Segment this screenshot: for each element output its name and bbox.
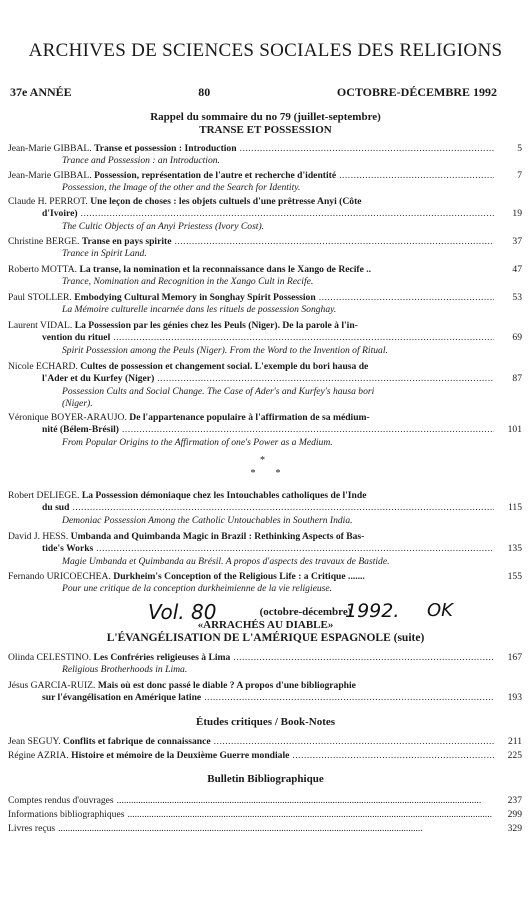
journal-title: ARCHIVES DE SCIENCES SOCIALES DES RELIGIONS xyxy=(28,40,503,61)
bulletin-page: 237 xyxy=(507,795,522,806)
entry-page: 69 xyxy=(512,332,522,344)
section80-theme: L'ÉVANGÉLISATION DE L'AMÉRIQUE ESPAGNOLE (suite) xyxy=(106,632,425,644)
entry-author: Jean-Marie GIBBAL. xyxy=(8,170,92,181)
entry-author: Nicole ECHARD. xyxy=(8,361,78,372)
entry-page: 225 xyxy=(507,750,522,761)
entry-subtitle: Possession, the Image of the other and the Search for Identity. xyxy=(62,182,301,194)
entry-subtitle: Religious Brotherhoods in Lima. xyxy=(62,664,188,676)
entry-title: La Possession démoniaque chez les Intouchables catholiques de l'Inde xyxy=(81,490,367,501)
bulletin-item xyxy=(8,809,522,820)
leader-dots xyxy=(58,823,494,834)
entry-title: Transe et possession : Introduction xyxy=(94,143,237,154)
separator-asterisks: ** xyxy=(250,468,301,479)
critiques-heading: Études critiques / Book-Notes xyxy=(195,716,336,728)
leader-dots xyxy=(127,809,494,820)
entry-author: Fernando URICOECHEA. xyxy=(8,571,111,582)
entry-subtitle: Demoniac Possession Among the Catholic Untouchables in Southern India. xyxy=(62,514,353,526)
entry-page: 19 xyxy=(512,208,522,220)
entry-title-cont: vention du rituel xyxy=(42,332,111,344)
entry-page: 87 xyxy=(512,373,522,385)
entry-title: Une leçon de choses : les objets cultuels d'une prêtresse Anyi (Côte xyxy=(90,196,362,207)
toc-entry xyxy=(8,292,522,317)
leader-dots xyxy=(72,502,494,514)
entry-title: La Possession par les génies chez les Peuls (Niger). De la parole à l'in- xyxy=(74,320,358,331)
toc-entry xyxy=(8,236,522,261)
issue-number: 80 xyxy=(198,85,211,99)
bulletin-page: 329 xyxy=(507,823,522,834)
entry-page: 135 xyxy=(507,543,522,555)
entry-title: Durkheim's Conception of the Religious Life : a Critique ....... xyxy=(113,571,365,582)
entry-title-cont: du sud xyxy=(42,502,70,514)
entry-page: 7 xyxy=(517,170,522,181)
entry-author: Olinda CELESTINO. xyxy=(8,652,92,663)
entry-page: 37 xyxy=(512,236,522,247)
leader-dots xyxy=(81,208,494,220)
entry-subtitle: Spirit Possession among the Peuls (Niger). From the Word to the Invention of Ritual. xyxy=(62,344,388,356)
toc-entry xyxy=(8,412,522,449)
entry-author: Jean SEGUY. xyxy=(8,736,61,747)
year-label: 37e ANNÉE xyxy=(10,85,72,99)
entry-subtitle: Magie Umbanda et Quimbanda au Brésil. A propos d'aspects des travaux de Bastide. xyxy=(62,555,390,567)
entry-author: Claude H. PERROT. xyxy=(8,196,88,207)
leader-dots xyxy=(113,332,494,344)
toc-entry xyxy=(8,531,522,568)
separator-asterisk: * xyxy=(260,455,271,466)
section80-date: (octobre-décembre) xyxy=(259,606,352,618)
toc-entry xyxy=(8,750,522,762)
entry-title-cont: tide's Works xyxy=(42,543,94,555)
entry-page: 53 xyxy=(512,292,522,303)
entry-page: 193 xyxy=(507,692,522,704)
leader-dots xyxy=(204,692,494,704)
entry-title-cont: sur l'évangélisation en Amérique latine xyxy=(42,692,202,704)
handwritten-ok: OK xyxy=(427,600,453,621)
entry-page: 155 xyxy=(507,571,522,582)
entry-author: Christine BERGE. xyxy=(8,236,80,247)
entry-title: Embodying Cultural Memory in Songhay Spirit Possession xyxy=(74,292,316,303)
entry-title: De l'appartenance populaire à l'affirmation de sa médium- xyxy=(129,412,370,423)
toc-entry xyxy=(8,361,522,411)
leader-dots xyxy=(117,795,494,806)
entry-subtitle: Trance in Spirit Land. xyxy=(62,248,147,260)
entry-subtitle: Trance and Possession : an Introduction. xyxy=(62,155,220,167)
entry-subtitle: La Mémoire culturelle incarnée dans les rituels de possession Songhay. xyxy=(62,304,337,316)
leader-dots xyxy=(122,424,494,436)
toc-entry xyxy=(8,170,522,195)
leader-dots xyxy=(174,236,494,248)
entry-author: Robert DELIEGE. xyxy=(8,490,80,501)
entry-title-cont: l'Ader et du Kurfey (Niger) xyxy=(42,373,155,385)
entry-page: 211 xyxy=(507,736,522,747)
leader-dots xyxy=(233,652,494,664)
handwritten-vol: Vol. 80 xyxy=(148,600,217,624)
entry-title-cont: nité (Bélem-Brésil) xyxy=(42,424,119,436)
entry-title-cont: d'Ivoire) xyxy=(42,208,78,220)
toc-entry xyxy=(8,264,522,289)
entry-subtitle: The Cultic Objects of an Anyi Priestess (Ivory Cost). xyxy=(62,220,265,232)
bulletin-item xyxy=(8,795,522,806)
entry-title: Mais où est donc passé le diable ? A propos d'une bibliographie xyxy=(97,680,356,691)
entry-page: 47 xyxy=(512,264,522,275)
leader-dots xyxy=(240,143,494,155)
issue-meta xyxy=(10,85,497,100)
entry-subtitle: Possession Cults and Social Change. The Case of Ader's and Kurfey's hausa bori xyxy=(62,385,375,397)
entry-title: Transe en pays spirite xyxy=(81,236,172,247)
entry-subtitle-cont: (Niger). xyxy=(62,398,93,410)
toc-entry xyxy=(8,652,522,677)
bulletin-label: Informations bibliographiques xyxy=(8,809,125,820)
entry-page: 115 xyxy=(507,502,522,514)
toc-entry xyxy=(8,320,522,357)
recall-heading: Rappel du sommaire du no 79 (juillet-septembre) xyxy=(150,111,381,123)
entry-author: Jésus GARCIA-RUIZ. xyxy=(8,680,96,691)
entry-title: Cultes de possession et changement social. L'exemple du bori hausa de xyxy=(80,361,369,372)
entry-author: David J. HESS. xyxy=(8,531,69,542)
leader-dots xyxy=(157,373,494,385)
issue-date: OCTOBRE-DÉCEMBRE 1992 xyxy=(336,85,497,99)
toc-entry xyxy=(8,143,522,168)
section80-title: «ARRACHÉS AU DIABLE» xyxy=(197,619,334,631)
toc-entry xyxy=(8,196,522,233)
entry-title: Les Confréries religieuses à Lima xyxy=(93,652,231,663)
bulletin-page: 299 xyxy=(507,809,522,820)
entry-title: Conflits et fabrique de connaissance xyxy=(63,736,211,747)
entry-title: Histoire et mémoire de la Deuxième Guerre mondiale xyxy=(71,750,290,761)
leader-dots xyxy=(339,170,494,182)
leader-dots xyxy=(319,292,494,304)
entry-subtitle: Trance, Nomination and Recognition in the Xango Cult in Recife. xyxy=(62,276,314,288)
entry-title: Possession, représentation de l'autre et recherche d'identité xyxy=(94,170,337,181)
entry-author: Laurent VIDAL. xyxy=(8,320,73,331)
entry-page: 5 xyxy=(517,143,522,154)
bulletin-label: Livres reçus xyxy=(8,823,56,834)
leader-dots xyxy=(292,750,494,762)
toc-entry xyxy=(8,490,522,527)
entry-author: Paul STOLLER. xyxy=(8,292,72,303)
handwritten-year: 1992. xyxy=(345,600,400,622)
bulletin-item xyxy=(8,823,522,834)
entry-author: Régine AZRIA. xyxy=(8,750,69,761)
entry-title: La transe, la nomination et la reconnaissance dans le Xango de Recife .. xyxy=(79,264,372,275)
bulletin-label: Comptes rendus d'ouvrages xyxy=(8,795,114,806)
entry-page: 167 xyxy=(507,652,522,663)
leader-dots xyxy=(214,736,494,748)
entry-subtitle: From Popular Origins to the Affirmation of one's Power as a Medium. xyxy=(62,436,333,448)
bulletin-heading: Bulletin Bibliographique xyxy=(207,773,324,785)
entry-title: Umbanda and Quimbanda Magic in Brazil : Rethinking Aspects of Bas- xyxy=(70,531,365,542)
entry-author: Véronique BOYER-ARAUJO. xyxy=(8,412,127,423)
entry-author: Jean-Marie GIBBAL. xyxy=(8,143,92,154)
recall-theme: TRANSE ET POSSESSION xyxy=(199,124,332,136)
toc-entry xyxy=(8,680,522,705)
entry-page: 101 xyxy=(507,424,522,436)
toc-entry xyxy=(8,736,522,748)
leader-dots xyxy=(96,543,494,555)
toc-entry xyxy=(8,571,522,596)
entry-subtitle: Pour une critique de la conception durkheimienne de la vie religieuse. xyxy=(62,583,333,595)
entry-author: Roberto MOTTA. xyxy=(8,264,78,275)
